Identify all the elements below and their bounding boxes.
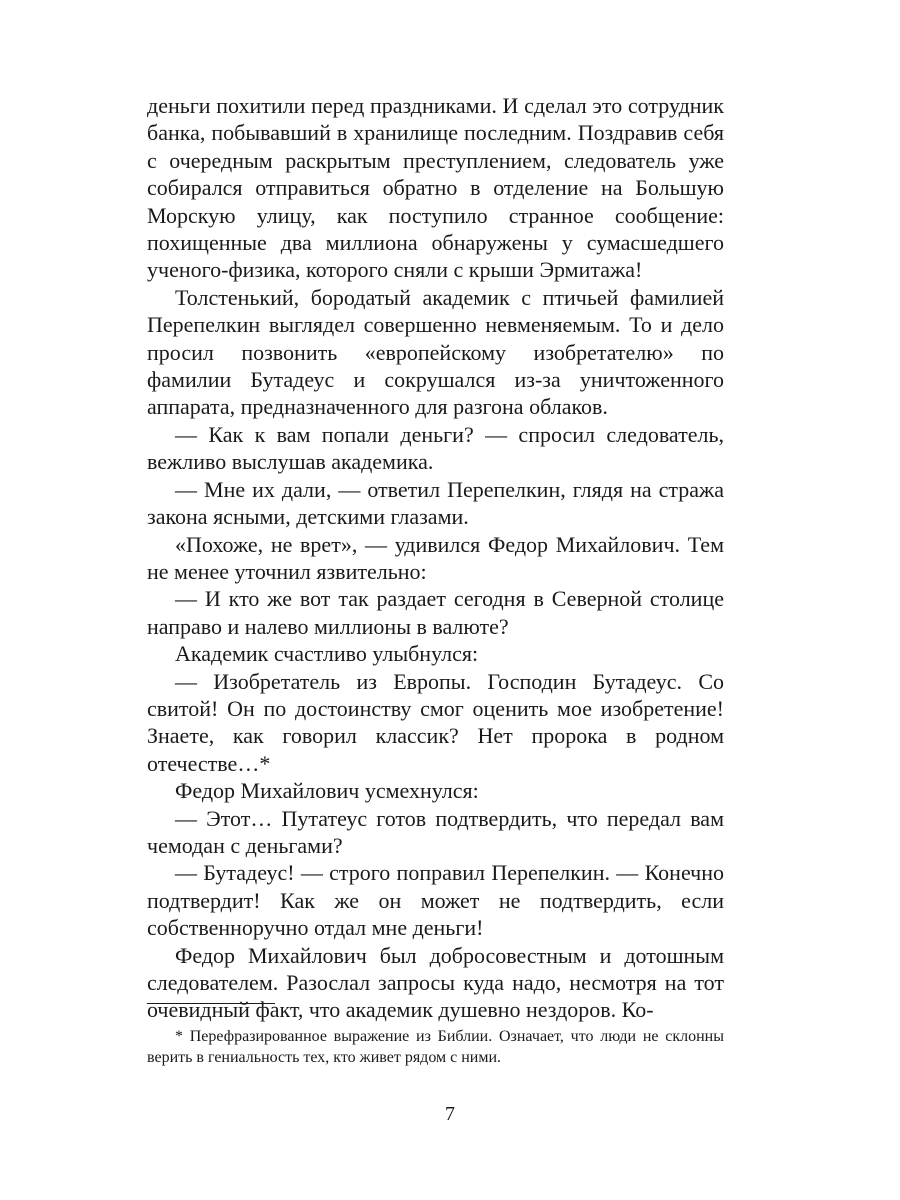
paragraph-11: — Бутадеус! — строго поправил Перепелкин. — Конечно подтвердит! Как же он может не подтвердить, если собственноручно отдал мне деньги! [147, 860, 724, 941]
paragraph-1: деньги похитили перед праздниками. И сделал это сотрудник банка, побывавший в хранилище последним. Поздравив себя с очередным раскрытым преступлением, следователь уже собирался отправиться обратно в отделение на Большую Морскую улицу, как поступило странное сообщение: похищенные два миллиона обнаружены у сумасшедшего ученого-физика, которого сняли с крыши Эрмитажа! [147, 93, 724, 283]
footnote: * Перефразированное выражение из Библии. Означает, что люди не склонны верить в гениальность тех, кто живет рядом с ними. [147, 1028, 724, 1066]
footnote-divider [147, 1003, 275, 1004]
paragraph-8: — Изобретатель из Европы. Господин Бутадеус. Со свитой! Он по достоинству смог оценить мое изобретение! Знаете, как говорил классик? Нет пророка в родном отечестве…* [147, 668, 724, 776]
paragraph-12: Федор Михайлович был добросовестным и дотошным следователем. Разослал запросы куда надо, несмотря на тот очевидный факт, что академик душевно нездоров. Ко- [147, 942, 724, 1023]
paragraph-9: Федор Михайлович усмехнулся: [175, 778, 479, 804]
paragraph-3: — Как к вам попали деньги? — спросил следователь, вежливо выслушав академика. [147, 421, 724, 475]
paragraph-7: Академик счастливо улыбнулся: [175, 641, 479, 667]
main-text [147, 92, 724, 1024]
paragraph-4: — Мне их дали, — ответил Перепелкин, глядя на стража закона ясными, детскими глазами. [147, 476, 724, 530]
paragraph-2: Толстенький, бородатый академик с птичьей фамилией Перепелкин выглядел совершенно невменяемым. То и дело просил позвонить «европейскому изобретателю» по фамилии Бутадеус и сокрушался из-за уничтоженного аппарата, предназначенного для разгона облаков. [147, 284, 724, 420]
paragraph-10: — Этот… Путатеус готов подтвердить, что передал вам чемодан с деньгами? [147, 805, 724, 858]
paragraph-6: — И кто же вот так раздает сегодня в Северной столице направо и налево миллионы в валюте? [147, 586, 724, 639]
page-number: 7 [445, 1103, 455, 1125]
paragraph-5: «Похоже, не врет», — удивился Федор Михайлович. Тем не менее уточнил язвительно: [147, 531, 724, 584]
